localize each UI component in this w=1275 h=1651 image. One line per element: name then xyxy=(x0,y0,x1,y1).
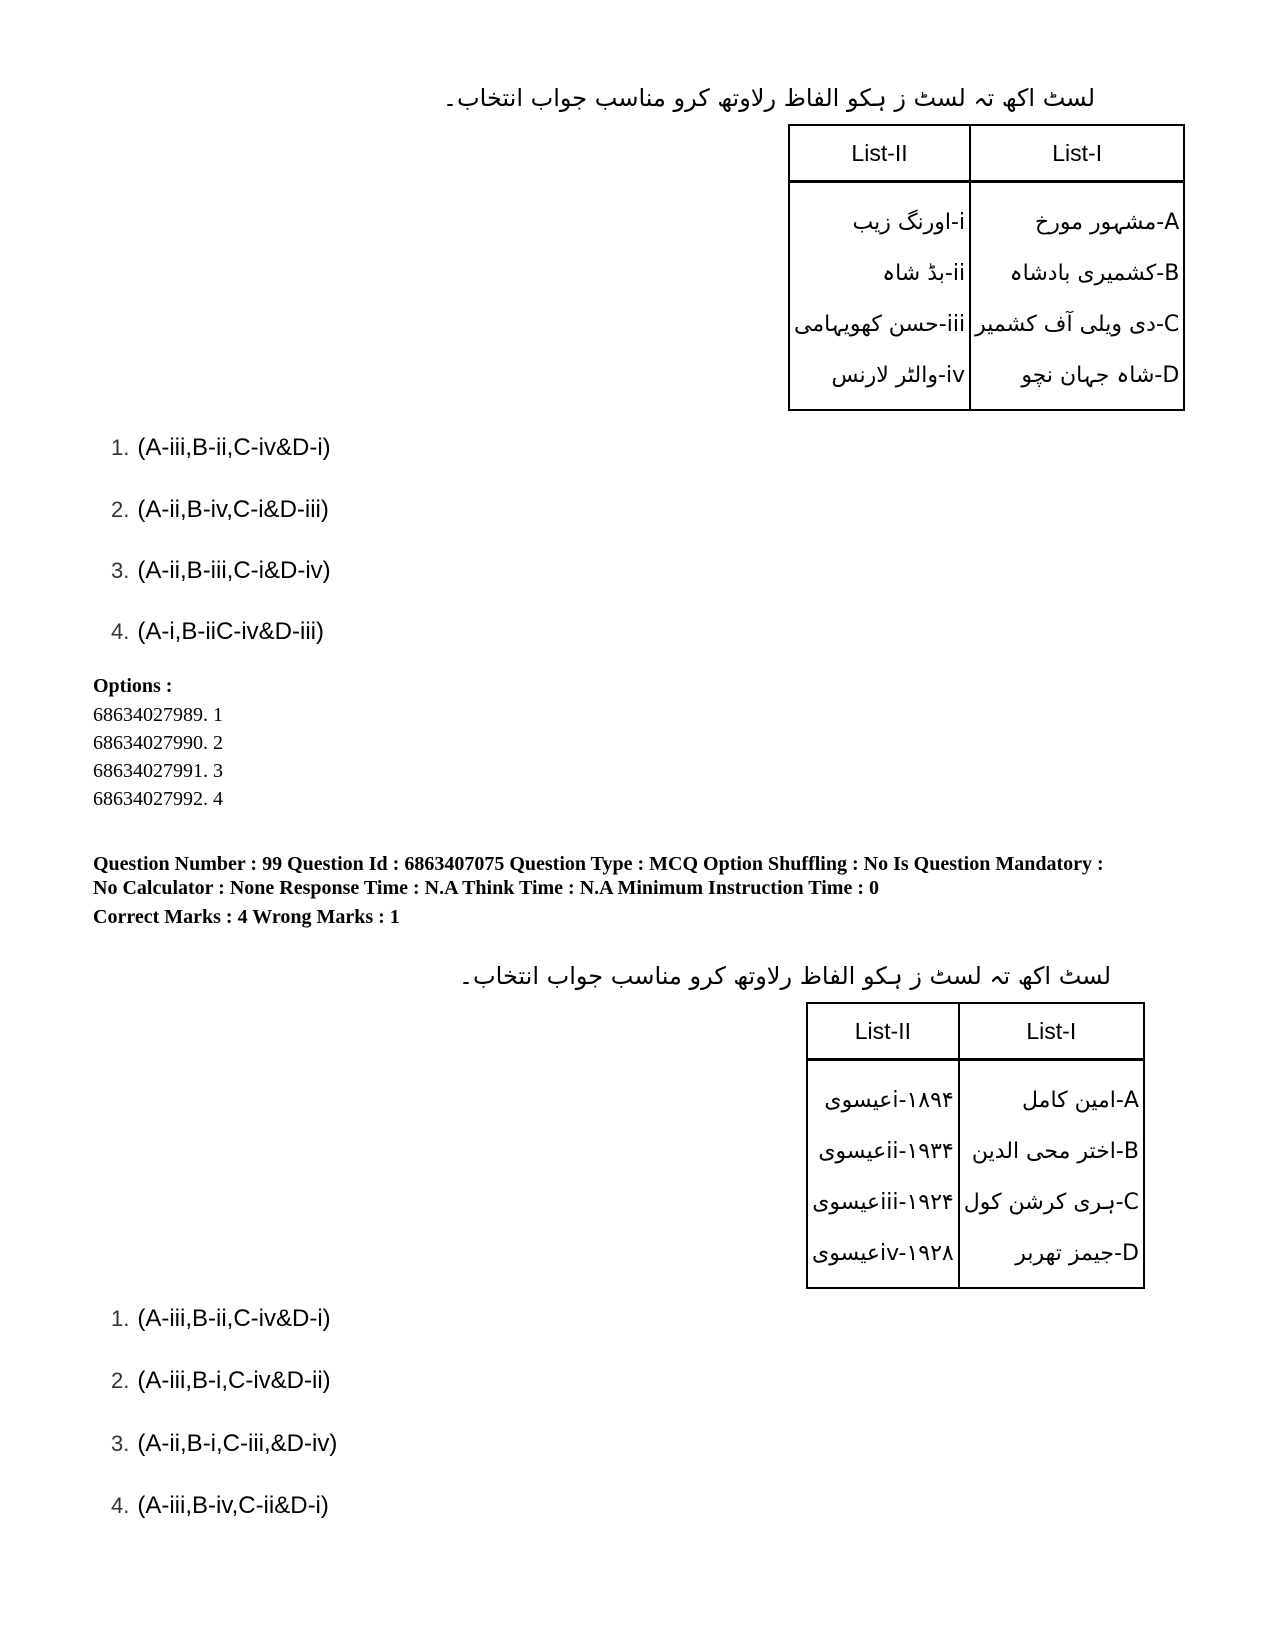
q2-list2-item: i-۱۸۹۴عیسوی xyxy=(824,1088,954,1113)
choice-number: 3. xyxy=(111,1431,130,1456)
q1-list2-item: iv-والٹر لارنس xyxy=(831,363,966,388)
choice-number: 2. xyxy=(111,497,130,522)
question-meta-line: Question Number : 99 Question Id : 6863407075 Question Type : MCQ Option Shuffling : No Is Question Mandatory : xyxy=(93,853,1104,875)
q2-list1-item: C-ہری کرشن کول xyxy=(963,1190,1139,1215)
q1-list1-item: D-شاہ جہان نچو xyxy=(1021,363,1180,388)
q1-list2-item: iii-حسن کھویہامی xyxy=(794,312,966,337)
q1-list2-item: i-اورنگ زیب xyxy=(852,210,966,235)
choice-text: (A-iii,B-iv,C-ii&D-i) xyxy=(137,1492,329,1519)
choice-text: (A-ii,B-iii,C-i&D-iv) xyxy=(137,557,331,584)
q1-list2-header: List-II xyxy=(789,125,970,182)
choice-text: (A-iii,B-i,C-iv&D-ii) xyxy=(137,1367,331,1394)
q1-choice-1 xyxy=(111,434,331,462)
q2-choice-1 xyxy=(111,1305,331,1333)
q1-choice-2 xyxy=(111,496,329,524)
question-meta-line: No Calculator : None Response Time : N.A Think Time : N.A Minimum Instruction Time : 0 xyxy=(93,877,879,899)
choice-number: 3. xyxy=(111,558,130,583)
q2-choice-4 xyxy=(111,1492,329,1520)
choice-number: 4. xyxy=(111,619,130,644)
choice-number: 2. xyxy=(111,1368,130,1393)
choice-number: 4. xyxy=(111,1493,130,1518)
q2-choice-2 xyxy=(111,1367,331,1395)
q1-list1-header: List-I xyxy=(970,125,1184,182)
question-meta xyxy=(93,852,1104,929)
choice-text: (A-iii,B-ii,C-iv&D-i) xyxy=(137,1305,331,1332)
q1-match-table xyxy=(788,124,1185,411)
q2-list2-column xyxy=(807,1060,959,1289)
q2-list1-item: A-امین کامل xyxy=(1022,1088,1139,1113)
option-id-line: 68634027991. 3 xyxy=(93,760,223,782)
choice-number: 1. xyxy=(111,435,130,460)
question-marks: Correct Marks : 4 Wrong Marks : 1 xyxy=(93,906,400,928)
q2-list2-item: ii-۱۹۳۴عیسوی xyxy=(818,1139,954,1164)
q1-list2-column xyxy=(789,182,970,411)
q2-list2-header: List-II xyxy=(807,1003,959,1060)
option-id-line: 68634027990. 2 xyxy=(93,732,223,754)
option-id-line: 68634027992. 4 xyxy=(93,788,223,810)
choice-text: (A-i,B-iiC-iv&D-iii) xyxy=(137,618,324,645)
q1-list1-item: B-کشمیری بادشاہ xyxy=(1009,261,1180,286)
q2-list2-item: iv-۱۹۲۸عیسوی xyxy=(812,1241,954,1266)
q1-list1-item: C-دی ویلی آف کشمیر xyxy=(975,312,1180,337)
q2-instruction: لسٹ اکھ تہ لسٹ ز ہکو الفاظ رلاوتھ کرو مناسب جواب انتخاب۔ xyxy=(458,962,1111,990)
choice-text: (A-ii,B-i,C-iii,&D-iv) xyxy=(137,1430,338,1457)
options-list xyxy=(93,701,223,813)
q2-list1-item: D-جیمز تھربر xyxy=(1015,1241,1139,1266)
q2-list1-item: B-اختر محی الدین xyxy=(971,1139,1139,1164)
q1-list1-column xyxy=(970,182,1184,411)
choice-text: (A-iii,B-ii,C-iv&D-i) xyxy=(137,434,331,461)
q2-choice-3 xyxy=(111,1430,337,1458)
q1-list1-item: A-مشہور مورخ xyxy=(1035,210,1180,235)
q1-list2-item: ii-بڈ شاہ xyxy=(882,261,966,286)
choice-number: 1. xyxy=(111,1306,130,1331)
q2-match-table xyxy=(806,1002,1145,1289)
q2-list1-header: List-I xyxy=(959,1003,1144,1060)
choice-text: (A-ii,B-iv,C-i&D-iii) xyxy=(137,496,329,523)
options-heading: Options : xyxy=(93,675,173,697)
q1-choice-4 xyxy=(111,618,324,646)
q2-list2-item: iii-۱۹۲۴عیسوی xyxy=(812,1190,954,1215)
option-id-line: 68634027989. 1 xyxy=(93,704,223,726)
q1-instruction: لسٹ اکھ تہ لسٹ ز ہکو الفاظ رلاوتھ کرو مناسب جواب انتخاب۔ xyxy=(442,84,1095,112)
q1-choice-3 xyxy=(111,557,331,585)
q2-list1-column xyxy=(959,1060,1144,1289)
